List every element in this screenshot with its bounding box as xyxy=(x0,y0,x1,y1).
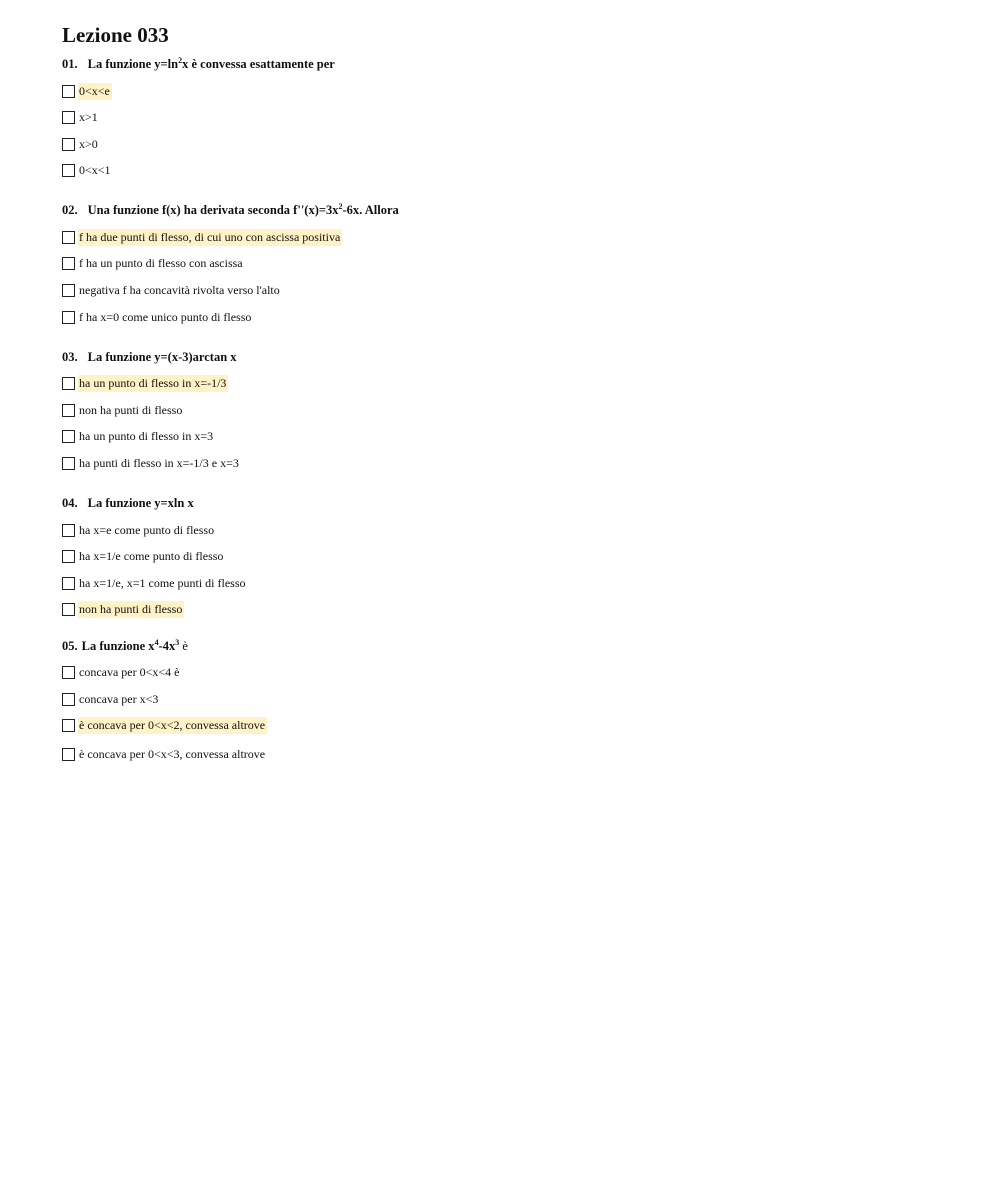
answer-text: concava per x<3 xyxy=(79,691,159,706)
answer-option[interactable] xyxy=(62,255,962,273)
answer-text: non ha punti di flesso xyxy=(79,602,183,617)
checkbox[interactable] xyxy=(62,231,75,244)
answer-option[interactable] xyxy=(62,521,962,539)
checkbox[interactable] xyxy=(62,257,75,270)
answer-option[interactable] xyxy=(62,664,962,682)
checkbox[interactable] xyxy=(62,85,75,98)
checkbox[interactable] xyxy=(62,666,75,679)
answer-text: f ha due punti di flesso, di cui uno con ascissa positiva xyxy=(79,229,341,244)
answer-option[interactable] xyxy=(62,455,962,473)
question-text: 01. La funzione $y=\ln^2x$ è convessa esattamente per xyxy=(62,55,335,71)
answer-option[interactable] xyxy=(62,690,962,708)
answer-text: non ha punti di flesso xyxy=(79,402,183,417)
checkbox[interactable] xyxy=(62,404,75,417)
page-title: Lezione 033 xyxy=(62,23,169,47)
question-number: 05. xyxy=(62,638,78,653)
question-number: 01. xyxy=(62,57,78,71)
checkbox[interactable] xyxy=(62,693,75,706)
answer-option[interactable] xyxy=(62,135,962,153)
question-number: 03. xyxy=(62,349,78,364)
answer-option[interactable] xyxy=(62,428,962,446)
checkbox[interactable] xyxy=(62,284,75,297)
question-text: 02. Una funzione f(x) ha derivata seconda $f''(x)=3x^2-6x$. Allora xyxy=(62,202,399,218)
answer-text: concava per 0<x<4 è xyxy=(79,665,180,679)
question-01 xyxy=(62,56,962,180)
answer-text: ha x=1/e come punto di flesso xyxy=(79,549,224,564)
checkbox[interactable] xyxy=(62,550,75,563)
answer-text: è concava per 0<x<3, convessa altrove xyxy=(79,747,266,762)
checkbox[interactable] xyxy=(62,577,75,590)
answer-text: ha x=e come punto di flesso xyxy=(79,522,215,537)
checkbox[interactable] xyxy=(62,430,75,443)
checkbox[interactable] xyxy=(62,457,75,470)
checkbox[interactable] xyxy=(62,311,75,324)
answer-option[interactable] xyxy=(62,375,962,393)
question-text: 03. La funzione y=(x-3)arctan x xyxy=(62,349,237,364)
answer-text: negativa f ha concavità rivolta verso l'alto xyxy=(79,283,280,298)
answer-option[interactable] xyxy=(62,282,962,300)
checkbox[interactable] xyxy=(62,524,75,537)
checkbox[interactable] xyxy=(62,138,75,151)
answer-text: ha punti di flesso in x=-1/3 e x=3 xyxy=(79,456,239,471)
answer-option[interactable] xyxy=(62,162,962,180)
answer-option[interactable] xyxy=(62,574,962,592)
answer-text: ha x=1/e, x=1 come punti di flesso xyxy=(79,575,246,590)
checkbox[interactable] xyxy=(62,164,75,177)
question-text: 04. La funzione y=xln x xyxy=(62,496,194,511)
answer-text: ha un punto di flesso in x=-1/3 xyxy=(79,376,227,391)
checkbox[interactable] xyxy=(62,748,75,761)
checkbox[interactable] xyxy=(62,719,75,732)
question-number: 04. xyxy=(62,496,78,511)
answer-text: f ha un punto di flesso con ascissa xyxy=(79,256,243,271)
answer-text: x>0 xyxy=(79,136,98,151)
answer-text: x>1 xyxy=(79,110,98,125)
answer-option[interactable] xyxy=(62,548,962,566)
question-03 xyxy=(62,349,962,473)
answer-text: ha un punto di flesso in x=3 xyxy=(79,429,214,444)
document-page xyxy=(62,22,962,772)
checkbox[interactable] xyxy=(62,603,75,616)
answer-option[interactable] xyxy=(62,308,962,326)
question-05 xyxy=(62,638,962,764)
answer-text: 0<x<e xyxy=(79,83,110,98)
question-04 xyxy=(62,495,962,619)
question-number: 02. xyxy=(62,203,78,218)
answer-option[interactable] xyxy=(62,109,962,127)
answer-option[interactable] xyxy=(62,601,962,619)
question-text: 05. La funzione $x^4-4x^3$ è xyxy=(62,637,188,653)
checkbox[interactable] xyxy=(62,377,75,390)
answer-option[interactable] xyxy=(62,82,962,100)
answer-option[interactable] xyxy=(62,717,962,735)
answer-option[interactable] xyxy=(62,746,962,764)
answer-text: è concava per 0<x<2, convessa altrove xyxy=(79,718,266,733)
question-02 xyxy=(62,202,962,326)
answer-option[interactable] xyxy=(62,228,962,246)
answer-text: 0<x<1 xyxy=(79,163,111,178)
answer-text: f ha x=0 come unico punto di flesso xyxy=(79,309,252,324)
answer-option[interactable] xyxy=(62,401,962,419)
checkbox[interactable] xyxy=(62,111,75,124)
